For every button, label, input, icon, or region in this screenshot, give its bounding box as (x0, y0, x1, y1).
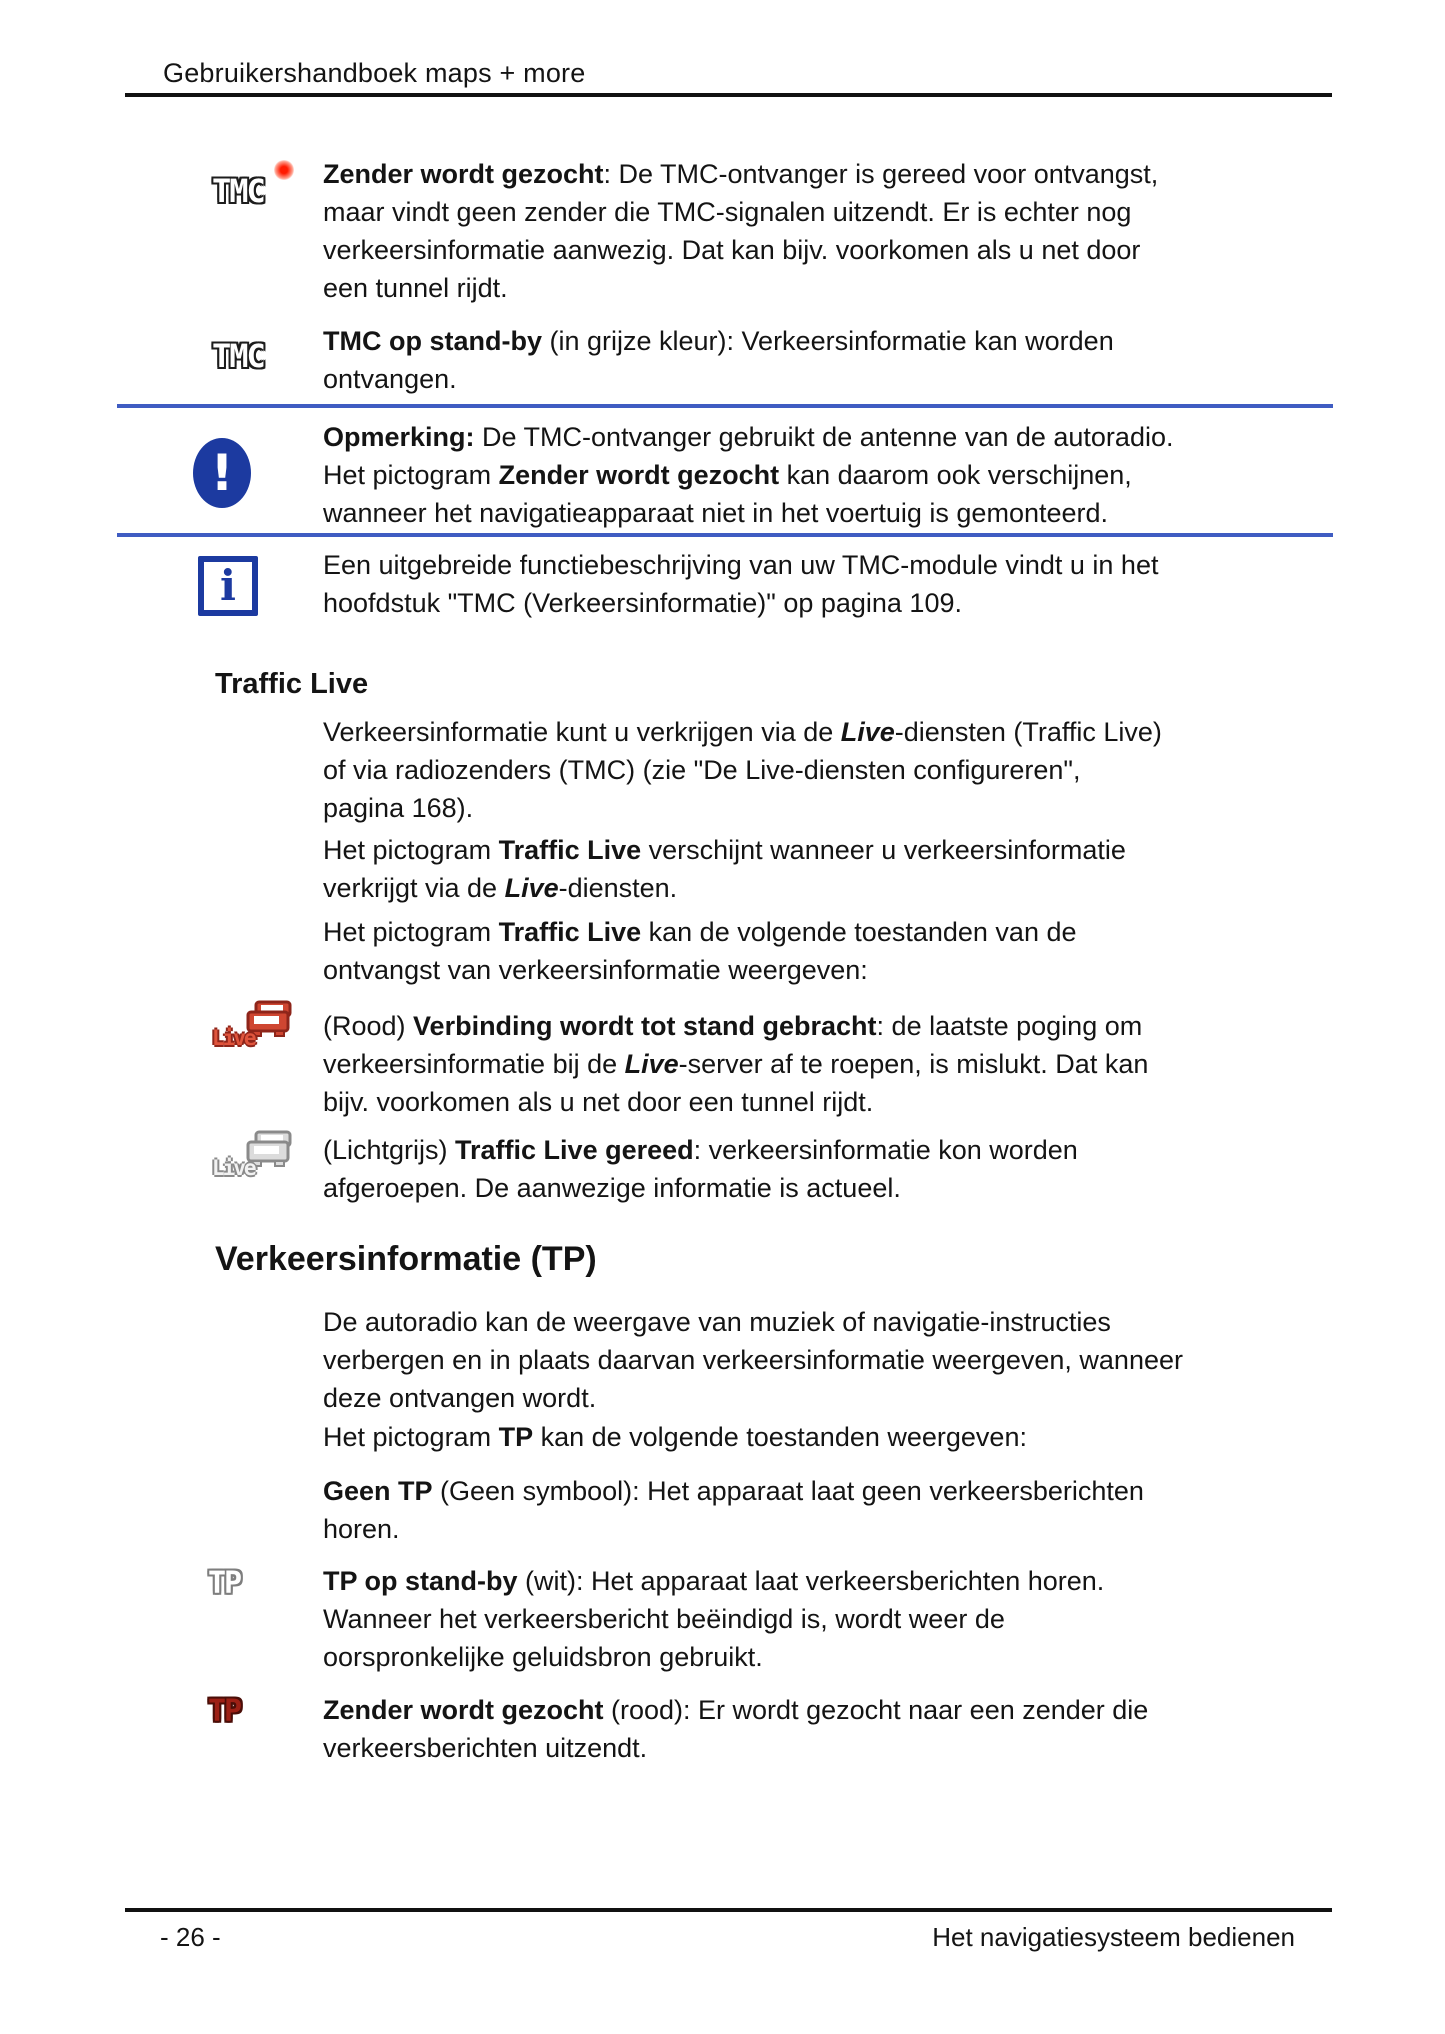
tmc-standby-icon (212, 337, 292, 375)
paragraph-note: Opmerking: De TMC-ontvanger gebruikt de antenne van de autoradio. Het pictogram Zender wordt gezocht kan daarom ook verschijnen, wanneer het navigatieapparaat niet in het voertuig is gemonteerd. (323, 422, 1174, 528)
paragraph-traffic-live-states: Het pictogram Traffic Live kan de volgende toestanden van de ontvangst van verkeersinformatie weergeven: (323, 917, 1077, 985)
live-ready-icon-label: Live (212, 1156, 255, 1180)
divider-bottom (117, 533, 1333, 537)
info-glyph: i (220, 561, 236, 610)
exclamation-glyph: ! (210, 444, 234, 502)
paragraph-traffic-live-intro: Verkeersinformatie kunt u verkrijgen via de Live-diensten (Traffic Live) of via radiozenders (TMC) (zie "De Live-diensten configureren", pagina 168). (323, 717, 1162, 823)
tp-searching-icon (208, 1694, 240, 1729)
live-connecting-icon-label: Live (212, 1026, 255, 1050)
paragraph-tp-standby: TP op stand-by (wit): Het apparaat laat verkeersberichten horen. Wanneer het verkeersbericht beëindigd is, wordt weer de oorspronkelijke geluidsbron gebruikt. (323, 1566, 1105, 1672)
section-heading-traffic-live: Traffic Live (215, 668, 369, 700)
paragraph-info-reference: Een uitgebreide functiebeschrijving van uw TMC-module vindt u in het hoofdstuk "TMC (Verkeersinformatie)" op pagina 109. (323, 550, 1159, 618)
tp-searching-icon-label: TP (208, 1694, 241, 1729)
footer-chapter-title: Het navigatiesysteem bedienen (932, 1922, 1295, 1952)
paragraph-live-ready: (Lichtgrijs) Traffic Live gereed: verkeersinformatie kon worden afgeroepen. De aanwezige informatie is actueel. (323, 1135, 1078, 1203)
footer-rule (125, 1908, 1332, 1912)
live-connecting-icon (212, 1000, 294, 1050)
divider-top (117, 404, 1333, 408)
header-title: Gebruikershandboek maps + more (163, 58, 586, 88)
tp-standby-icon (208, 1566, 240, 1601)
paragraph-tp-searching: Zender wordt gezocht (rood): Er wordt gezocht naar een zender die verkeersberichten uitzendt. (323, 1695, 1149, 1763)
header-rule (125, 93, 1332, 97)
paragraph-tp-intro: De autoradio kan de weergave van muziek of navigatie-instructies verbergen en in plaats daarvan verkeersinformatie weergeven, wanneer deze ontvangen wordt. (323, 1307, 1183, 1413)
paragraph-geen-tp: Geen TP (Geen symbool): Het apparaat laat geen verkeersberichten horen. (323, 1476, 1144, 1544)
paragraph-tmc-searching: Zender wordt gezocht: De TMC-ontvanger is gereed voor ontvangst, maar vindt geen zender die TMC-signalen uitzendt. Er is echter nog verkeersinformatie aanwezig. Dat kan bijv. voorkomen als u net door een tunnel rijdt. (323, 159, 1159, 303)
paragraph-traffic-live-icon: Het pictogram Traffic Live verschijnt wanneer u verkeersinformatie verkrijgt via de Live-diensten. (323, 835, 1126, 903)
note-exclamation-icon (193, 438, 251, 508)
tmc-standby-icon-label: TMC (212, 337, 264, 375)
signal-searching-dot-icon (274, 160, 294, 180)
section-heading-tp: Verkeersinformatie (TP) (215, 1240, 597, 1278)
tmc-searching-icon-label: TMC (212, 172, 264, 210)
paragraph-live-connecting: (Rood) Verbinding wordt tot stand gebracht: de laatste poging om verkeersinformatie bij de Live-server af te roepen, is mislukt. Dat kan bijv. voorkomen als u net door een tunnel rijdt. (323, 1011, 1149, 1117)
tp-standby-icon-label: TP (208, 1566, 241, 1601)
live-ready-icon (212, 1130, 294, 1180)
footer-page-number: - 26 - (160, 1922, 221, 1952)
paragraph-tp-states: Het pictogram TP kan de volgende toestanden weergeven: (323, 1422, 1027, 1452)
tmc-searching-icon (212, 172, 292, 210)
paragraph-tmc-standby: TMC op stand-by (in grijze kleur): Verkeersinformatie kan worden ontvangen. (323, 326, 1114, 394)
info-icon (198, 556, 258, 616)
